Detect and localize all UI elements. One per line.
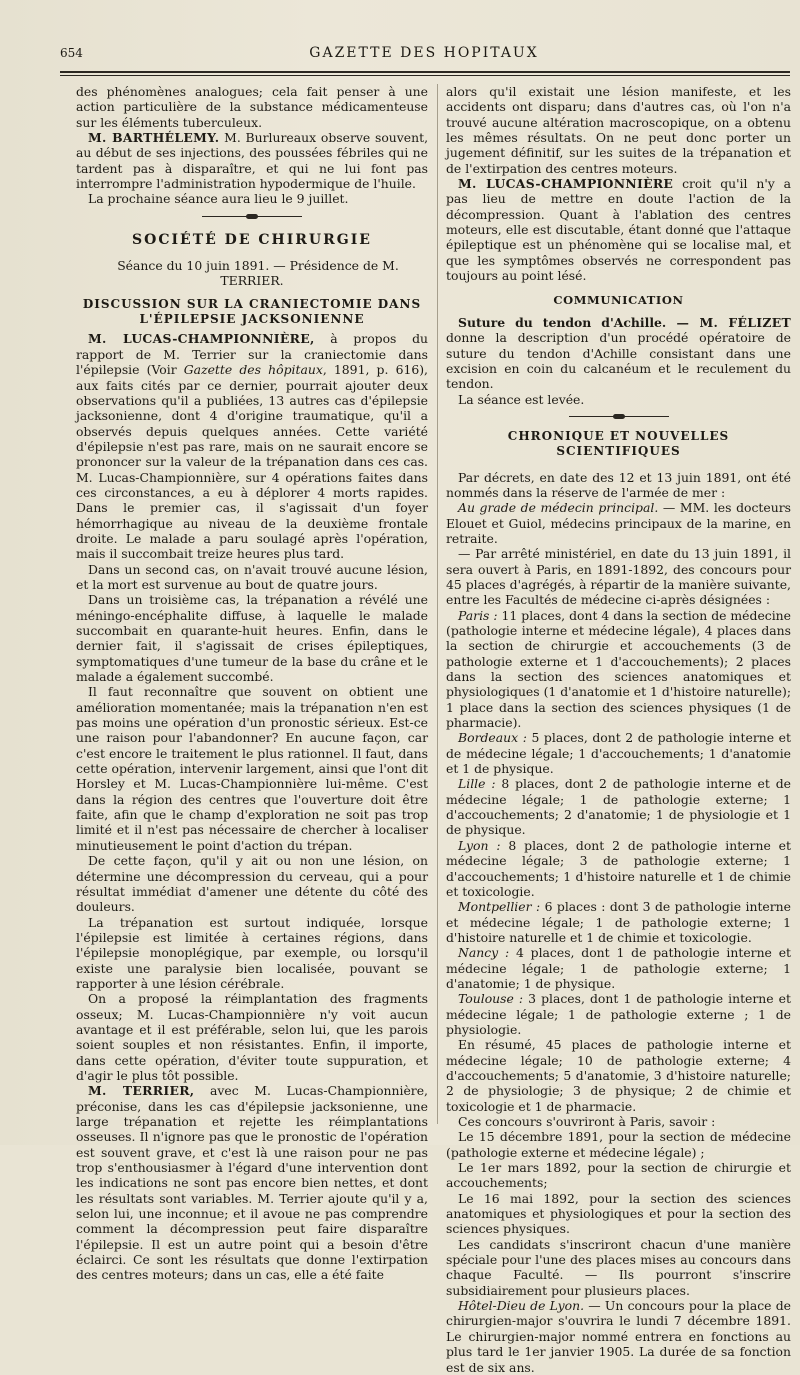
paragraph-text: , 1891, p. 616), aux faits cités par ce dernier, pourrait ajouter deux observations qu'il a publiées, 13 autres cas d'épilepsie jacksonienne, dont 4 d'origine traumatique, qu'il a observés depuis quelques années. Cette variété d'épilepsie n'est pas rare, mais on ne saurait encore se prononcer sur la valeur de la trépanation dans ces cas. M. Lucas-Championnière, sur 4 opérations faites dans ces circonstances, a eu à déplorer 4 morts rapides. Dans le premier cas, il s'agissait d'un foyer hémorrhagique au niveau de la deuxième frontale droite. Le malade a paru soulagé après l'opération, mais il succombait treize heures plus tard. xyxy=(76,362,428,562)
reference-title: Gazette des hôpitaux xyxy=(183,362,323,378)
city-name: Nancy : xyxy=(458,945,510,961)
chronicle-title: CHRONIQUE ET NOUVELLES SCIENTIFIQUES xyxy=(507,428,730,459)
paragraph-text: 6 places : dont 3 de pathologie interne et médecine légale; 1 de pathologie externe; 1 d'histoire naturelle et 1 de chimie et toxicologie. xyxy=(446,899,791,945)
paragraph-text: avec M. Lucas-Championnière, préconise, dans les cas d'épilepsie jacksonienne, une large trépanation et rejette les réimplantations osseuses. Il n'ignore pas que le pronostic de l'opération est souvent grave, et c'est là une raison pour ne pas trop s'enthousiasmer à l'égard d'une intervention dont les indications ne sont pas encore bien nettes, et dont les résultats sont variables. M. Terrier ajoute qu'il y a, selon lui, une inconnue; et il avoue ne pas comprendre comment la décompression peut faire disparaître l'épilepsie. Il est un autre point qui a besoin d'être éclairci. Ce sont les résultats que donne l'extirpation des centres moteurs; dans un cas, elle a été faite xyxy=(76,1083,428,1283)
paragraph xyxy=(446,730,791,776)
city-name: Paris : xyxy=(458,607,498,623)
city-name: Lyon : xyxy=(458,837,501,853)
paragraph: Le 1er mars 1892, pour la section de chirurgie et accouchements; xyxy=(446,1160,791,1191)
paragraph-text: croit qu'il n'y a pas lieu de mettre en doute l'action de la décompression. Quant à l'ablation des centres moteurs, elle est discutable, étant donné que l'attaque épileptique est un phénomène qui se localise mal, et que les symptômes observés ne correspondent pas toujours au point lésé. xyxy=(446,176,791,284)
paragraph-text: 8 places, dont 2 de pathologie interne et de médecine légale; 1 de pathologie externe; 1 d'accouchements; 2 d'anatomie; 1 de physiologie et 1 de physique. xyxy=(446,776,791,838)
speaker-name: M. LUCAS-CHAMPIONNIÈRE, xyxy=(88,331,315,347)
paragraph-text: 3 places, dont 1 de pathologie interne et médecine légale; 1 de pathologie externe ; 1 de physiologie. xyxy=(446,991,791,1037)
speaker-name: M. LUCAS-CHAMPIONNIÈRE xyxy=(458,176,674,192)
paragraph xyxy=(76,331,428,561)
italic-lead: Hôtel-Dieu de Lyon. xyxy=(458,1298,585,1314)
section-divider xyxy=(569,413,669,421)
discussion-title: DISCUSSION SUR LA CRANIECTOMIE DANS L'ÉPILEPSIE JACKSONIENNE xyxy=(82,296,422,327)
paragraph-text: 11 places, dont 4 dans la section de médecine (pathologie interne et médecine légale), 4 places dans la section de chirurgie et accouchements (3 de pathologie externe et 1 d'accouchements); 2 places dans la section des sciences anatomiques et physiologiques (1 d'anatomie et 1 d'histoire naturelle); 1 place dans la section des sciences physiques (1 de pharmacie). xyxy=(446,607,791,731)
paragraph xyxy=(76,130,428,191)
paragraph-text: — Un concours pour la place de chirurgien-major s'ouvrira le lundi 7 décembre 1891. Le chirurgien-major nommé entrera en fonctions au plus tard le 1er janvier 1905. La durée de sa fonction est de six ans. xyxy=(446,1298,792,1375)
paragraph: Ces concours s'ouvriront à Paris, savoir : xyxy=(458,1114,716,1129)
page-header xyxy=(60,42,788,68)
paragraph xyxy=(446,608,791,731)
paragraph-text: — MM. les docteurs Elouet et Guiol, médecins principaux de la marine, en retraite. xyxy=(446,500,791,546)
city-name: Montpellier : xyxy=(458,899,541,915)
seance-line: Séance du 10 juin 1891. — Présidence de M. TERRIER. xyxy=(117,258,399,289)
paragraph xyxy=(446,1298,791,1375)
paragraph: La séance est levée. xyxy=(458,391,585,407)
paragraph-text: à propos du rapport de M. Terrier sur la craniectomie dans l'épilepsie (Voir xyxy=(76,331,428,378)
paragraph: On a proposé la réimplantation des fragments osseux; M. Lucas-Championnière n'y voit aucun avantage et il est préférable, selon lui, que les parois soient souples et non résistantes. Enfin, il importe, dans cette opération, d'éviter toute suppuration, et d'agir le plus tôt possible. xyxy=(76,991,428,1083)
paragraph xyxy=(446,838,791,899)
paragraph-text: 8 places, dont 2 de pathologie interne et médecine légale; 3 de pathologie externe; 1 d'accouchements; 1 d'histoire naturelle et 1 de chimie et toxicologie. xyxy=(446,837,791,899)
paragraph xyxy=(446,500,791,546)
paragraph: — Par arrêté ministériel, en date du 13 juin 1891, il sera ouvert à Paris, en 1891-1892, des concours pour 45 places d'agrégés, à répartir de la manière suivante, entre les Facultés de médecine ci-après désignées : xyxy=(446,546,791,608)
paragraph xyxy=(76,1083,428,1282)
communication-subject: Suture du tendon d'Achille. xyxy=(458,314,667,330)
italic-lead: Au grade de médecin principal. xyxy=(458,500,659,516)
paragraph: De cette façon, qu'il y ait ou non une lésion, on détermine une décompression du cerveau, qui a pour résultat immédiat d'amener une détente du côté des douleurs. xyxy=(76,853,428,915)
paragraph: Il faut reconnaître que souvent on obtient une amélioration momentanée; mais la trépanation n'en est pas moins une opération d'un pronostic sérieux. Est-ce une raison pour l'abandonner? En aucune façon, car c'est encore le traitement le plus rationnel. Il faut, dans cette opération, intervenir largement, ainsi que l'ont dit Horsley et M. Lucas-Championnière lui-même. C'est dans la région des centres que l'ouverture doit être faite, afin que le champ d'exploration ne soit pas trop limité et il n'est pas nécessaire de chercher à localiser minutieusement le point d'action du trépan. xyxy=(76,684,428,853)
paragraph: La trépanation est surtout indiquée, lorsque l'épilepsie est limitée à certaines régions, dans l'épilepsie monoplégique, par exemple, ou lorsqu'il existe une paralysie bien localisée, pouvant se rapporter à une lésion cérébrale. xyxy=(76,914,428,991)
paragraph: Le 16 mai 1892, pour la section des sciences anatomiques et physiologiques et pour la section des sciences physiques. xyxy=(446,1190,791,1237)
left-column xyxy=(76,84,428,1283)
paragraph xyxy=(446,945,791,991)
communication-title: COMMUNICATION xyxy=(553,293,684,308)
speaker-name: M. BARTHÉLEMY. xyxy=(88,130,220,146)
city-name: Lille : xyxy=(458,776,496,792)
publication-title: GAZETTE DES HOPITAUX xyxy=(309,45,539,61)
paragraph: En résumé, 45 places de pathologie interne et médecine légale; 10 de pathologie externe; 4 d'accouchements; 5 d'anatomie, 3 d'histoire naturelle; 2 de physiologie; 3 de physique; 2 de chimie et toxicologie et 1 de pharmacie. xyxy=(446,1037,791,1114)
paragraph xyxy=(446,991,791,1037)
column-separator xyxy=(437,84,438,1124)
paragraph xyxy=(446,315,791,392)
header-rule-thin xyxy=(60,75,790,76)
paragraph-text: M. Burlureaux observe souvent, au début de ses injections, des poussées fébriles qui ne tardent pas à disparaître, et qui ne lui font pas interrompre l'administration hypodermique de l'huile. xyxy=(76,130,429,192)
paragraph: Par décrets, en date des 12 et 13 juin 1891, ont été nommés dans la réserve de l'armée de mer : xyxy=(446,469,791,500)
speaker-name: M. TERRIER, xyxy=(88,1083,195,1099)
paragraph: des phénomènes analogues; cela fait penser à une action particulière de la substance médicamenteuse sur les éléments tuberculeux. xyxy=(76,84,428,130)
section-title: SOCIÉTÉ DE CHIRURGIE xyxy=(132,231,372,248)
right-column xyxy=(446,84,791,1375)
paragraph: Dans un troisième cas, la trépanation a révélé une méningo-encéphalite diffuse, à laquelle le malade succombait en quarante-huit heures. Enfin, dans le dernier fait, il s'agissait de crises épileptiques, symptomatiques d'une tumeur de la base du crâne et le malade a également succombé. xyxy=(76,592,428,685)
speaker-name: — M. FÉLIZET xyxy=(666,314,791,330)
paragraph-text: donne la description d'un procédé opératoire de suture du tendon d'Achille consistant dans une excision en coin du calcanéum et le reculement du tendon. xyxy=(446,330,791,392)
page-number: 654 xyxy=(60,46,83,60)
city-name: Bordeaux : xyxy=(458,730,527,746)
paragraph: La prochaine séance aura lieu le 9 juillet. xyxy=(88,191,349,207)
paragraph-text: 4 places, dont 1 de pathologie interne et médecine légale; 1 de pathologie externe; 1 d'anatomie; 1 de physique. xyxy=(446,945,792,991)
paragraph: alors qu'il existait une lésion manifeste, et les accidents ont disparu; dans d'autres cas, où l'on n'a trouvé aucune altération macroscopique, on a obtenu les mêmes résultats. On ne peut donc porter un jugement définitif, sur les suites de la trépanation et de l'extirpation des centres moteurs. xyxy=(446,84,791,176)
paragraph xyxy=(446,899,791,945)
section-divider xyxy=(202,213,302,221)
paragraph xyxy=(446,776,791,837)
header-rule xyxy=(60,71,790,73)
paragraph xyxy=(446,176,791,283)
paragraph: Dans un second cas, on n'avait trouvé aucune lésion, et la mort est survenue au bout de quatre jours. xyxy=(76,561,428,592)
paragraph-text: 5 places, dont 2 de pathologie interne et de médecine légale; 1 d'accouchements; 1 d'anatomie et 1 de physique. xyxy=(446,730,791,777)
paragraph: Les candidats s'inscriront chacun d'une manière spéciale pour l'une des places mises au concours dans chaque Faculté. — Ils pourront s'inscrire subsidiairement pour plusieurs places. xyxy=(446,1236,791,1298)
paragraph: Le 15 décembre 1891, pour la section de médecine (pathologie externe et médecine légale) ; xyxy=(446,1129,791,1160)
city-name: Toulouse : xyxy=(458,991,524,1007)
